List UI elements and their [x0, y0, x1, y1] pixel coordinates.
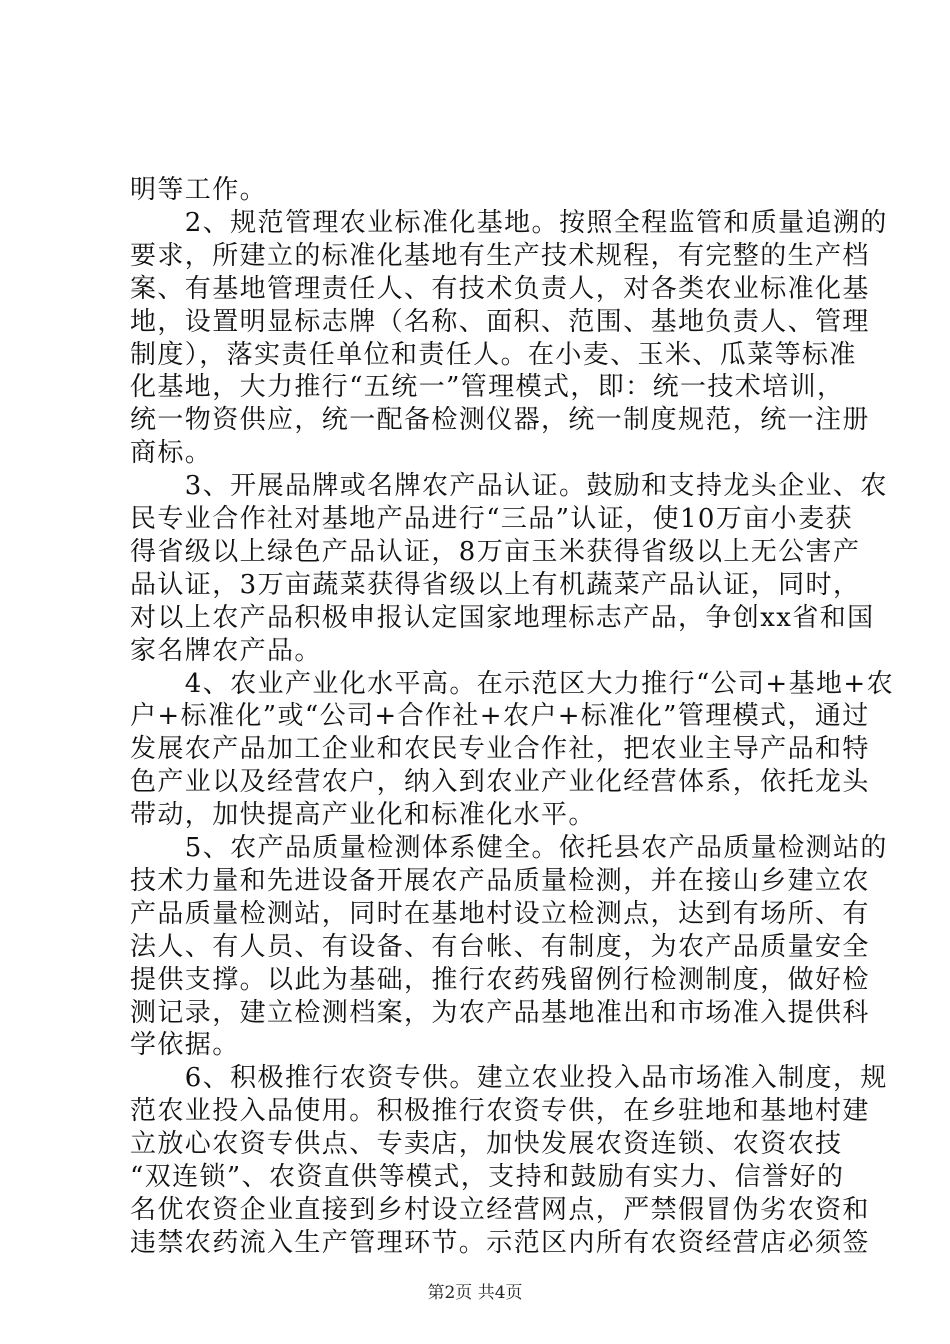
text-line: 带动，加快提高产业化和标准化水平。 [130, 800, 596, 831]
text-line: 产品质量检测站，同时在基地村设立检测点，达到有场所、有 [130, 898, 870, 929]
text-line: 发展农产品加工企业和农民专业合作社，把农业主导产品和特 [130, 734, 870, 765]
text-line: 5、农产品质量检测体系健全。依托县农产品质量检测站的 [130, 833, 888, 863]
text-line: 名优农资企业直接到乡村设立经营网点，严禁假冒伪劣农资和 [130, 1194, 870, 1225]
text-line: 得省级以上绿色产品认证，8万亩玉米获得省级以上无公害产 [130, 536, 861, 567]
text-line: 要求，所建立的标准化基地有生产技术规程，有完整的生产档 [130, 240, 870, 271]
text-line: 立放心农资专供点、专卖店，加快发展农资连锁、农资农技 [130, 1129, 843, 1160]
text-line: 测记录，建立检测档案，为农产品基地准出和市场准入提供科 [130, 997, 870, 1028]
text-line: 3、开展品牌或名牌农产品认证。鼓励和支持龙头企业、农 [130, 471, 888, 502]
text-line: 制度），落实责任单位和责任人。在小麦、玉米、瓜菜等标准 [130, 339, 857, 370]
text-line: 户+标准化”或“公司+合作社+农户+标准化”管理模式，通过 [130, 701, 870, 732]
text-line: 4、农业产业化水平高。在示范区大力推行“公司+基地+农 [130, 668, 895, 699]
text-line: 6、积极推行农资专供。建立农业投入品市场准入制度，规 [130, 1063, 888, 1094]
text-line: 2、规范管理农业标准化基地。按照全程监管和质量追溯的 [130, 207, 888, 238]
text-line: 对以上农产品积极申报认定国家地理标志产品，争创xx省和国 [130, 602, 875, 633]
text-line: 法人、有人员、有设备、有台帐、有制度，为农产品质量安全 [130, 931, 870, 962]
text-line: 民专业合作社对基地产品进行“三品”认证，使10万亩小麦获 [130, 504, 853, 534]
text-line: 范农业投入品使用。积极推行农资专供，在乡驻地和基地村建 [130, 1096, 870, 1127]
text-line: 家名牌农产品。 [130, 635, 322, 666]
text-line: 品认证，3万亩蔬菜获得省级以上有机蔬菜产品认证，同时， [130, 569, 861, 600]
text-line: 统一物资供应，统一配备检测仪器，统一制度规范，统一注册 [130, 405, 870, 436]
text-line: 地，设置明显标志牌（名称、面积、范围、基地负责人、管理 [130, 306, 870, 337]
text-line: 商标。 [130, 438, 213, 469]
text-line: 提供支撑。以此为基础，推行农药残留例行检测制度，做好检 [130, 964, 870, 995]
text-line: 明等工作。 [130, 175, 268, 205]
text-line: “双连锁”、农资直供等模式，支持和鼓励有实力、信誉好的 [130, 1162, 845, 1192]
text-line: 案、有基地管理责任人、有技术负责人，对各类农业标准化基 [130, 273, 870, 304]
text-line: 化基地，大力推行“五统一”管理模式，即：统一技术培训， [130, 372, 845, 403]
text-line: 色产业以及经营农户，纳入到农业产业化经营体系，依托龙头 [130, 767, 870, 798]
text-line: 违禁农药流入生产管理环节。示范区内所有农资经营店必须签 [130, 1227, 870, 1258]
text-line: 技术力量和先进设备开展农产品质量检测，并在接山乡建立农 [130, 865, 870, 896]
text-line: 学依据。 [130, 1030, 240, 1061]
page-number: 第2页 共4页 [427, 1283, 523, 1303]
